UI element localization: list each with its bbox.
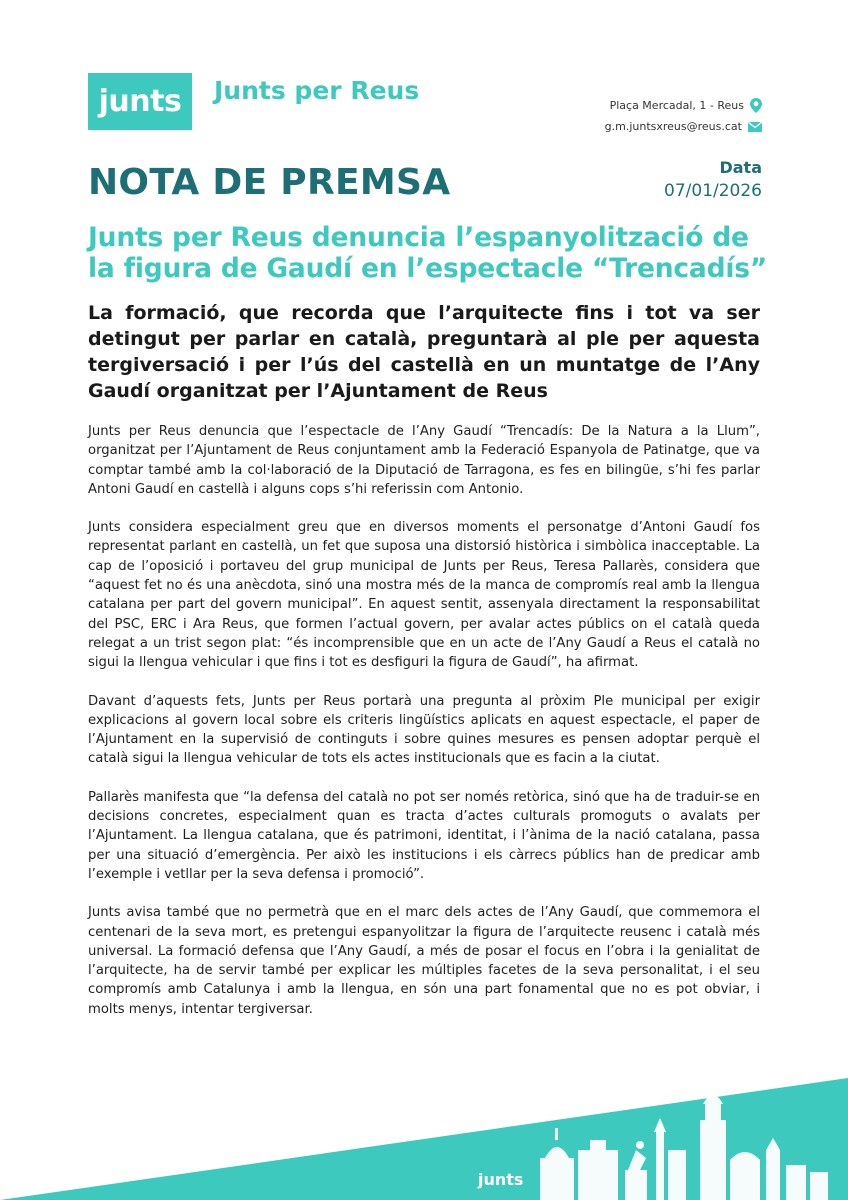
- body-text: [88, 422, 760, 1038]
- paragraph: Davant d’aquests fets, Junts per Reus portarà una pregunta al pròxim Ple municipal per exigir explicacions al govern local sobre els criteris lingüístics aplicats en aquest espectacle, el paper de l’Ajuntament en la supervisió de continguts i sobre quines mesures es pensen adoptar perquè el català sigui la llengua vehicular de tots els actes institucionals que es facin a la ciutat.: [88, 693, 760, 767]
- envelope-icon: [748, 122, 762, 132]
- junts-logo: [88, 73, 192, 130]
- contact-address: [610, 98, 762, 113]
- address-text: Plaça Mercadal, 1 - Reus: [609, 99, 744, 112]
- paragraph: Junts avisa també que no permetrà que en el marc dels actes de l’Any Gaudí, que commemora el centenari de la seva mort, es pretengui espanyolitzar la figura de l’arquitecte reusenc i català més universal. La formació defensa que l’Any Gaudí, a més de posar el focus en l’obra i la genialitat de l’arquitecte, ha de servir també per explicar les múltiples facetes de la seva personalitat, i el seu compromís amb Catalunya i amb la llengua, en són una part fonamental que no es pot obviar, i molts menys, intentar tergiversar.: [88, 905, 760, 1017]
- date-label: Data: [719, 158, 762, 177]
- logo-text: junts: [98, 84, 182, 119]
- date-value: 07/01/2026: [664, 181, 762, 201]
- footer-logo: junts: [478, 1170, 524, 1189]
- date-block: [664, 158, 762, 201]
- paragraph: Junts per Reus denuncia que l’espectacle de l’Any Gaudí “Trencadís: De la Natura a la Llum”, organitzat per l’Ajuntament de Reus conjuntament amb la Federació Espanyola de Patinatge, que va comptar també amb la col·laboració de la Diputació de Tarragona, es fes en bilingüe, s’hi fes parlar Antoni Gaudí en castellà i alguns cops s’hi referissin com Antonio.: [88, 424, 760, 497]
- paragraph: Junts considera especialment greu que en diversos moments el personatge d’Antoni Gaudí fos representat parlant en castellà, un fet que suposa una distorsió històrica i simbòlica inacceptable. La cap de l’oposició i portaveu del grup municipal de Junts per Reus, Teresa Pallarès, considera que “aquest fet no és una anècdota, sinó una mostra més de la manca de compromís real amb la llengua catalana per part del govern municipal”. En aquest sentit, assenyala directament la responsabilitat del PSC, ERC i Ara Reus, que formen l’actual govern, per avalar actes públics on el català queda relegat a un trist segon plat: “és incomprensible que en un acte de l’Any Gaudí a Reus el català no sigui la llengua vehicular i que fins i tot es desfiguri la figura de Gaudí”, ha afirmat.: [88, 520, 760, 671]
- contact-email: [605, 120, 762, 133]
- org-name: Junts per Reus: [214, 76, 420, 105]
- email-text: g.m.juntsxreus@reus.cat: [604, 120, 742, 133]
- location-pin-icon: [750, 98, 762, 113]
- headline: Junts per Reus denuncia l’espanyolització de la figura de Gaudí en l’espectacle “Trencadís”: [88, 222, 768, 284]
- footer-decoration: [0, 1000, 848, 1200]
- page-title: NOTA DE PREMSA: [88, 162, 451, 203]
- subheadline: La formació, que recorda que l’arquitecte fins i tot va ser detingut per parlar en català, preguntarà al ple per aquesta tergiversació i per l’ús del castellà en un muntatge de l’Any Gaudí organitzat per l’Ajuntament de Reus: [88, 302, 760, 402]
- paragraph: Pallarès manifesta que “la defensa del català no pot ser només retòrica, sinó que ha de traduir-se en decisions concretes, especialment quan es tracta d’actes culturals promoguts o avalats per l’Ajuntament. La llengua catalana, que és patrimoni, identitat, i l’ànima de la nació catalana, passa per una situació d’emergència. Per això les institucions i els càrrecs públics han de predicar amb l’exemple i vetllar per la seva defensa i promoció”.: [88, 789, 760, 882]
